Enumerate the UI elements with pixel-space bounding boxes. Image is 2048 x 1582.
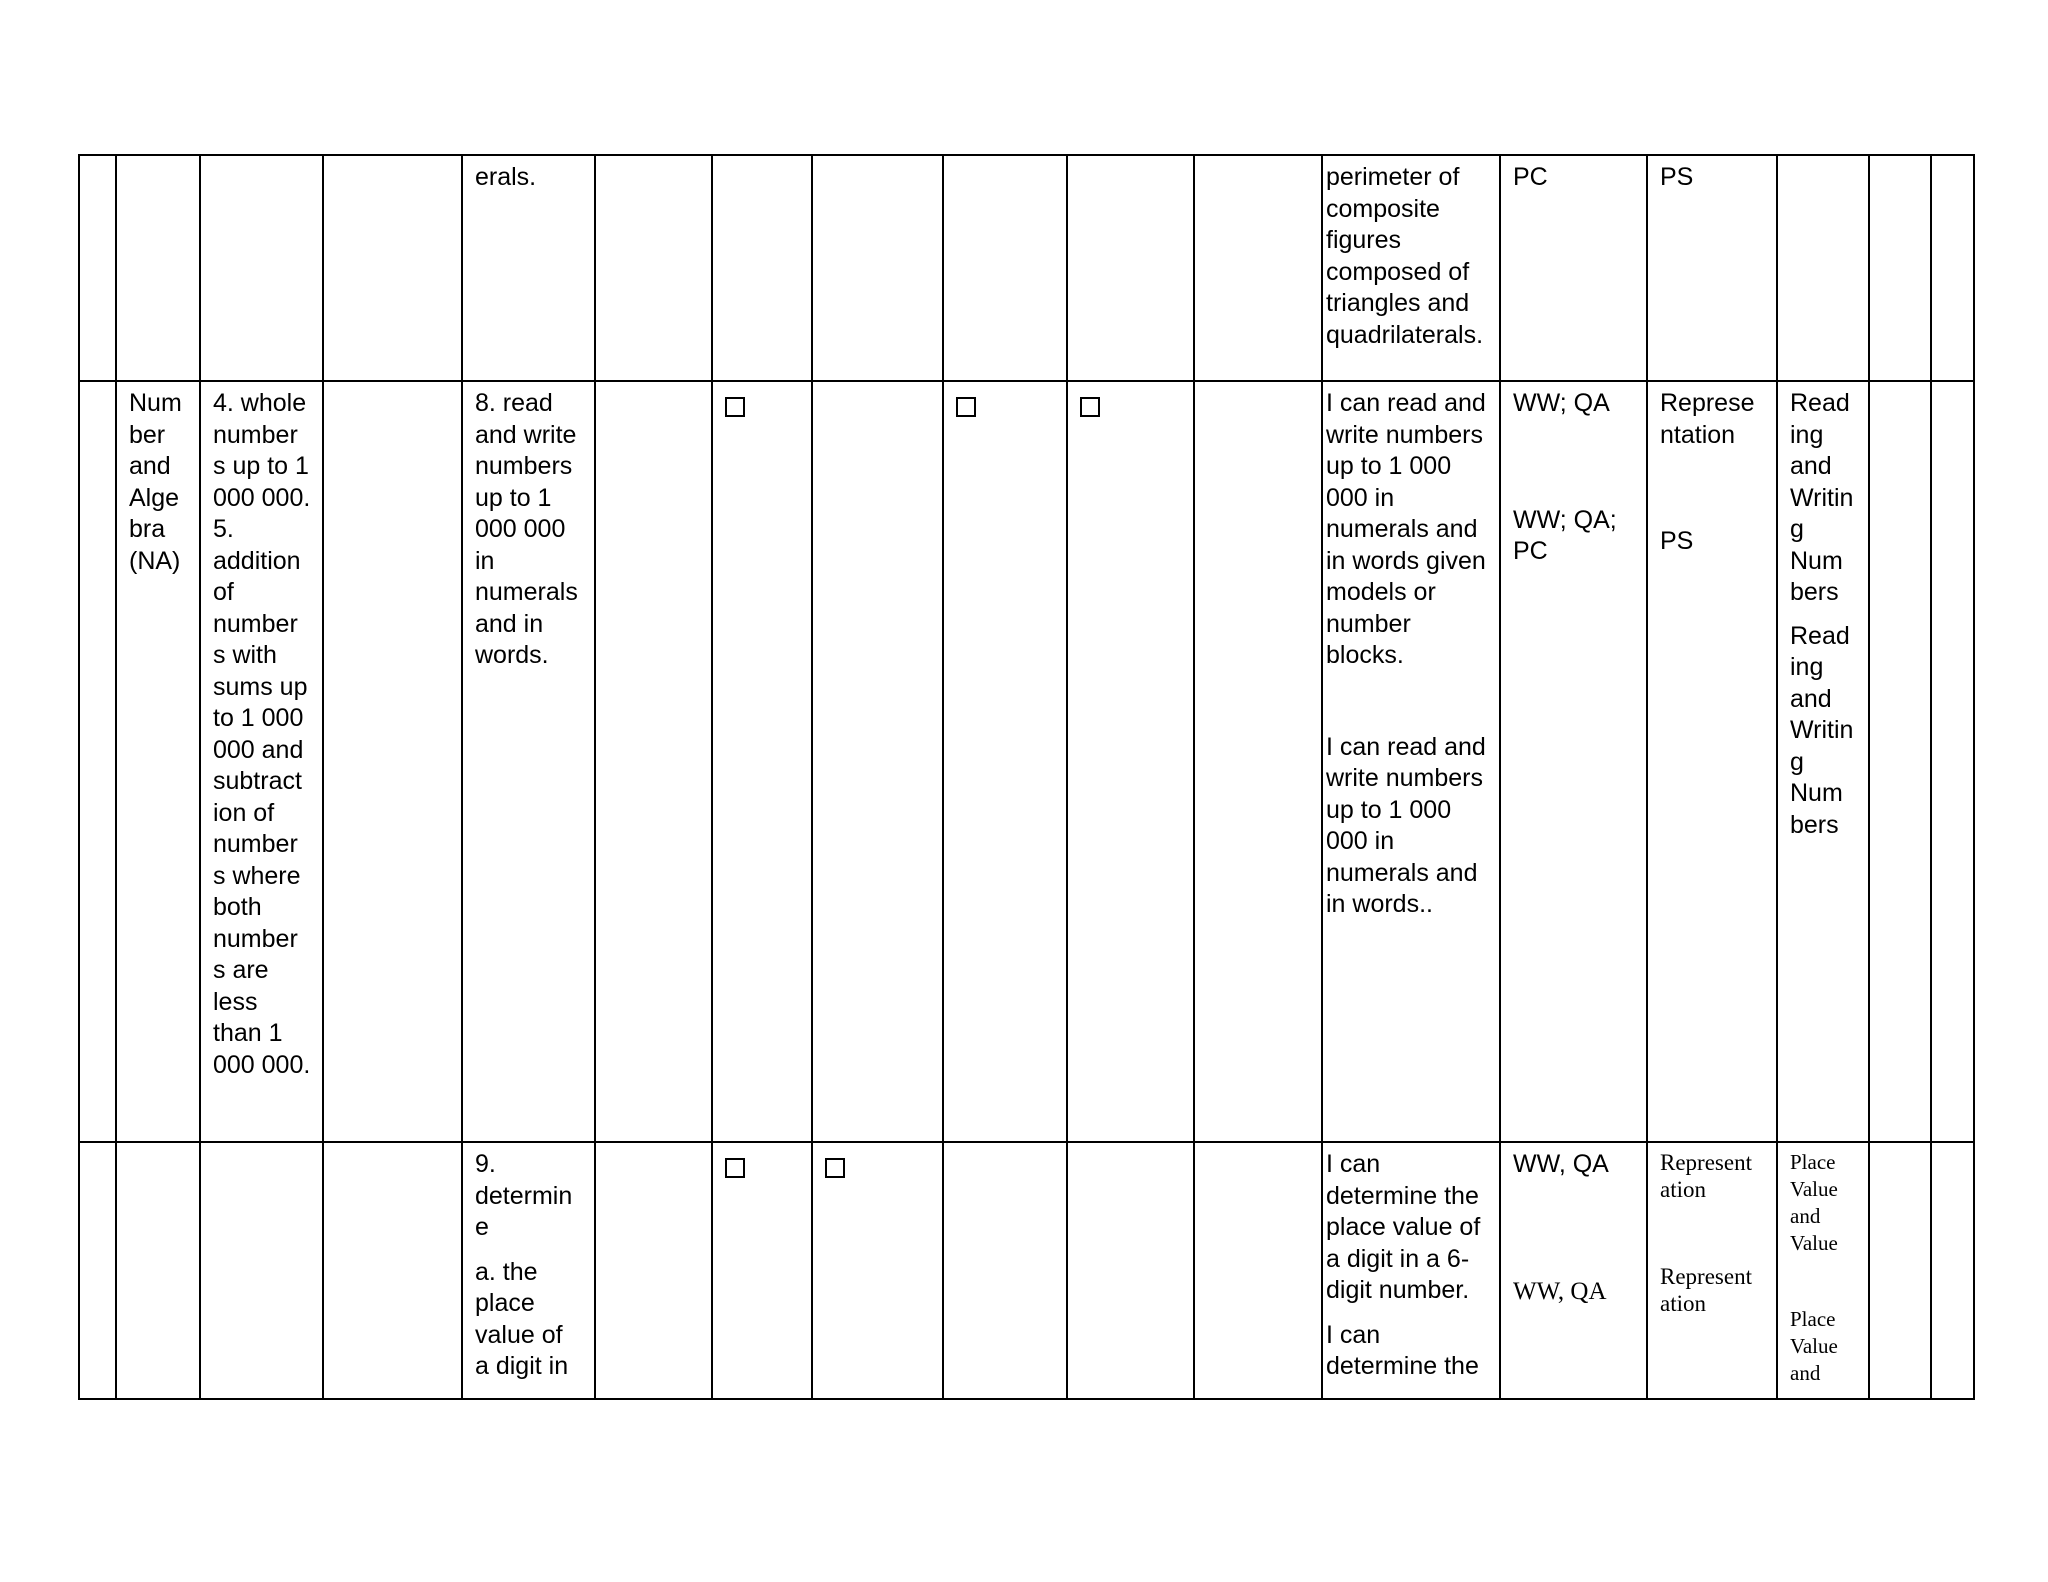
cell-assessment xyxy=(1500,381,1647,1142)
topic-text: Place Value and Value xyxy=(1790,1150,1838,1255)
table-cell xyxy=(1931,381,1974,1142)
process-text: Represent ation xyxy=(1660,1150,1752,1202)
content-item: 5. addition of number s with sums up to 1 000 000 and subtract ion of number s where both number s are less than 1 000 000. xyxy=(213,515,311,1079)
table-cell xyxy=(595,381,712,1142)
table-cell xyxy=(1194,1142,1322,1399)
learning-target-text: I can determine the xyxy=(1326,1320,1479,1380)
checkbox-icon xyxy=(725,1158,745,1178)
content-item: 4. whole number s up to 1 000 000. xyxy=(213,389,311,512)
table-cell xyxy=(1931,1142,1974,1399)
cell-process: PS xyxy=(1647,155,1777,381)
table-cell xyxy=(79,381,116,1142)
table-cell xyxy=(200,1142,323,1399)
table-cell xyxy=(712,381,812,1142)
cell-competency xyxy=(462,1142,595,1399)
process-text: PS xyxy=(1660,527,1694,555)
table-cell xyxy=(812,1142,943,1399)
table-cell xyxy=(1067,1142,1194,1399)
table-cell xyxy=(1869,1142,1931,1399)
assessment-text: WW; QA xyxy=(1513,389,1610,417)
competency-text: a. the place value of a digit in xyxy=(475,1257,569,1380)
table-cell xyxy=(1869,155,1931,381)
table-cell xyxy=(323,155,462,381)
process-text: Represe ntation xyxy=(1660,389,1755,449)
cell-competency: 8. read and write numbers up to 1 000 000 in numerals and in words. xyxy=(462,381,595,1142)
learning-target-text: I can read and write numbers up to 1 000 000 in numerals and in words.. xyxy=(1326,732,1486,918)
table-cell xyxy=(1869,381,1931,1142)
cell-domain: Num ber and Alge bra (NA) xyxy=(116,381,200,1142)
assessment-text: WW; QA; PC xyxy=(1513,505,1617,565)
table-cell xyxy=(1067,381,1194,1142)
table-cell xyxy=(712,1142,812,1399)
cell-process xyxy=(1647,381,1777,1142)
topic-text: Read ing and Writin g Num bers xyxy=(1790,389,1854,606)
table-cell xyxy=(116,1142,200,1399)
assessment-text: WW, QA xyxy=(1513,1150,1609,1178)
learning-target-text: I can determine the place value of a digit in a 6-digit number. xyxy=(1326,1150,1481,1304)
learning-target-text: I can read and write numbers up to 1 000 000 in numerals and in words given models or number blocks. xyxy=(1326,389,1486,669)
process-text: Represent ation xyxy=(1660,1264,1752,1316)
table-cell xyxy=(943,155,1067,381)
cell-assessment: PC xyxy=(1500,155,1647,381)
table-cell xyxy=(323,1142,462,1399)
topic-text: Place Value and xyxy=(1790,1307,1838,1385)
table-cell xyxy=(1194,381,1322,1142)
cell-topic xyxy=(1777,1142,1869,1399)
table-cell xyxy=(595,155,712,381)
table-cell xyxy=(1777,155,1869,381)
table-cell xyxy=(712,155,812,381)
table-cell xyxy=(1194,155,1322,381)
cell-content xyxy=(200,381,323,1142)
table-cell xyxy=(200,155,323,381)
table-cell xyxy=(1067,155,1194,381)
checkbox-icon xyxy=(725,397,745,417)
table-cell xyxy=(79,155,116,381)
curriculum-table xyxy=(78,154,1975,1400)
table-cell xyxy=(79,1142,116,1399)
table-cell xyxy=(943,381,1067,1142)
competency-text: 9. determin e xyxy=(475,1150,573,1241)
assessment-text: WW, QA xyxy=(1513,1277,1607,1305)
cell-learning-target: perimeter of composite figures composed of triangles and quadrilaterals. xyxy=(1322,155,1500,381)
cell-assessment xyxy=(1500,1142,1647,1399)
table-cell xyxy=(812,155,943,381)
table-cell xyxy=(812,381,943,1142)
table-cell xyxy=(116,155,200,381)
table-row xyxy=(79,155,1974,381)
checkbox-icon xyxy=(1080,397,1100,417)
cell-learning-target xyxy=(1322,381,1500,1142)
table-cell xyxy=(943,1142,1067,1399)
table-cell xyxy=(323,381,462,1142)
cell-learning-target xyxy=(1322,1142,1500,1399)
cell-topic xyxy=(1777,381,1869,1142)
table-cell xyxy=(595,1142,712,1399)
topic-text: Read ing and Writin g Num bers xyxy=(1790,621,1854,839)
table-row xyxy=(79,381,1974,1142)
cell-competency: erals. xyxy=(462,155,595,381)
table-row xyxy=(79,1142,1974,1399)
cell-process xyxy=(1647,1142,1777,1399)
table-cell xyxy=(1931,155,1974,381)
checkbox-icon xyxy=(956,397,976,417)
checkbox-icon xyxy=(825,1158,845,1178)
